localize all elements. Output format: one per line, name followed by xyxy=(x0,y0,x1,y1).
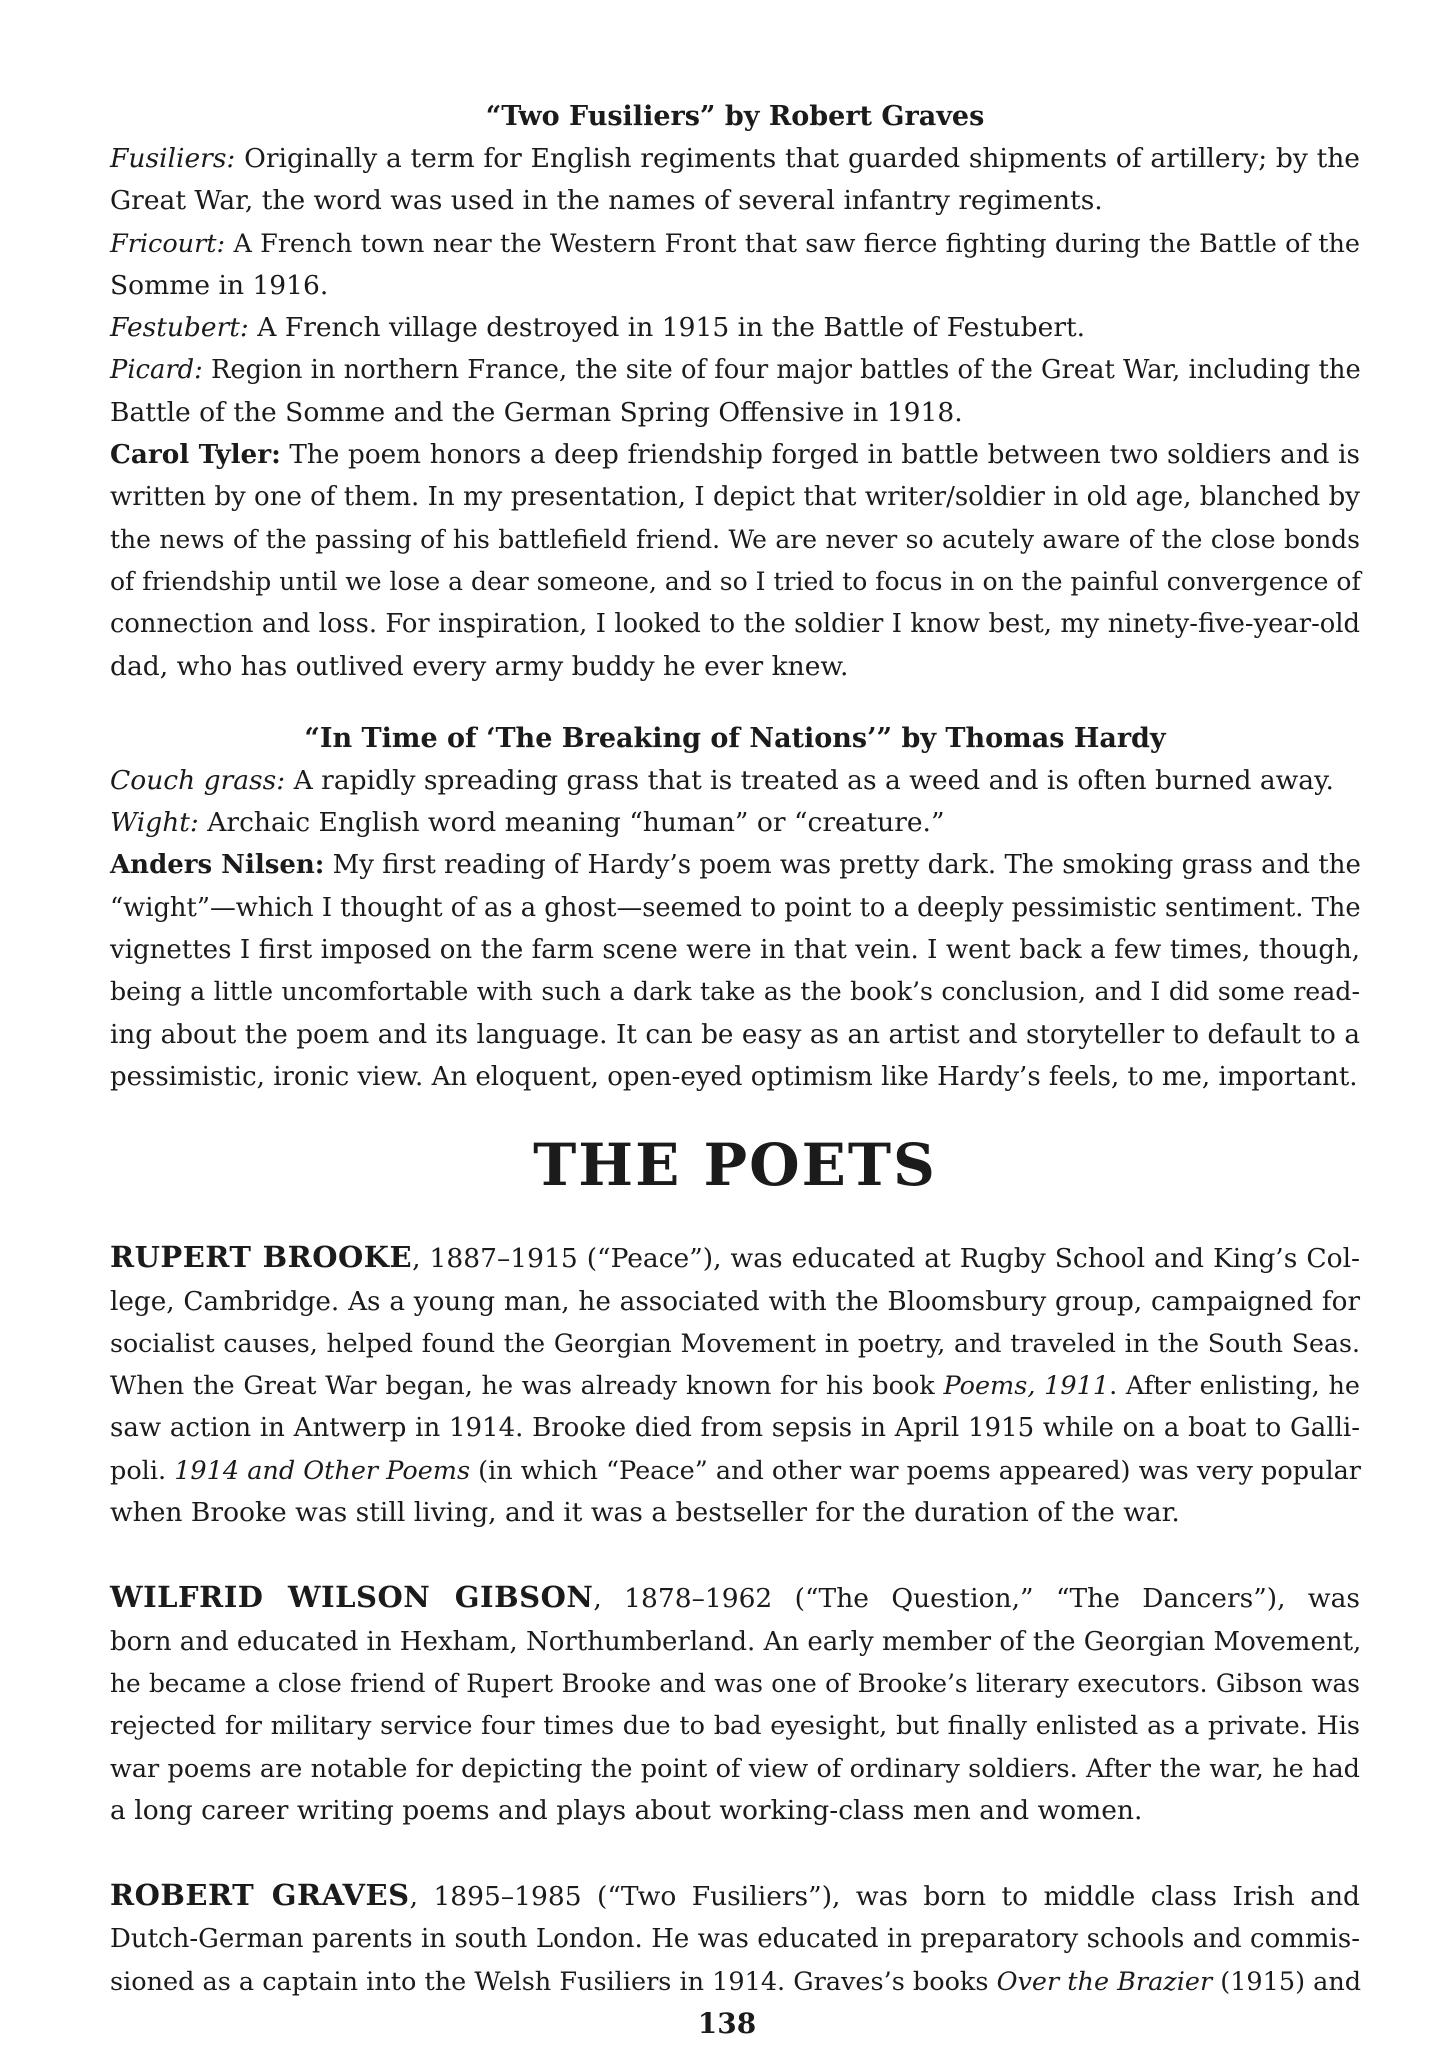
text-line: Battle of the Somme and the German Spring Offensive in 1918. xyxy=(110,396,963,428)
text-line: Great War, the word was used in the names of several infantry regiments. xyxy=(110,185,1103,217)
text-line: ing about the poem and its language. It can be easy as an artist and storyteller to default to a xyxy=(110,1019,1360,1050)
spacer xyxy=(110,688,1360,718)
text-line: pessimistic, ironic view. An eloquent, open-eyed optimism like Hardy’s feels, to me, important. xyxy=(110,1061,1358,1092)
text-line xyxy=(110,1961,1360,2003)
artist-note-carol-tyler xyxy=(110,434,1360,476)
note-festubert-line xyxy=(110,307,1360,349)
bio-brooke-first-line xyxy=(110,1236,1360,1280)
book-title: 1914 and Other Poems xyxy=(174,1455,471,1486)
poet-name-gibson: WILFRID WILSON GIBSON xyxy=(110,1580,594,1615)
text-line: when Brooke was still living, and it was a bestseller for the duration of the war. xyxy=(110,1497,1180,1529)
definition-text: Originally a term for English regiments that guarded shipments of artillery; by the xyxy=(235,143,1360,174)
text-line: Somme in 1916. xyxy=(110,269,329,301)
bio-text: , 1878–1962 (“The Question,” “The Dancers”), was xyxy=(593,1583,1360,1615)
text-line: dad, who has outlived every army buddy he ever knew. xyxy=(110,650,849,682)
text-line: Dutch-German parents in south London. He was educated in preparatory schools and commis- xyxy=(110,1924,1360,1955)
poet-name-graves: ROBERT GRAVES xyxy=(110,1878,410,1913)
bio-text: When the Great War began, he was already known for his book xyxy=(110,1371,944,1402)
note-fusiliers-line xyxy=(110,138,1360,180)
bio-text: (1915) and xyxy=(1212,1966,1362,1997)
book-title: Poems, 1911 xyxy=(943,1371,1110,1402)
term-festubert: Festubert: xyxy=(110,312,249,344)
text-line: born and educated in Hexham, Northumberland. An early member of the Georgian Movement, xyxy=(110,1626,1362,1657)
bio-text: poli. xyxy=(110,1455,175,1486)
text-line: lege, Cambridge. As a young man, he associated with the Bloomsbury group, campaigned for xyxy=(110,1286,1360,1317)
spacer xyxy=(110,1832,1360,1874)
text-line: connection and loss. For inspiration, I looked to the soldier I know best, my ninety-five-year-old xyxy=(110,609,1360,640)
text-line: the news of the passing of his battlefield friend. We are never so acutely aware of the close bonds xyxy=(110,524,1360,554)
artist-note-text: The poem honors a deep friendship forged in battle between two soldiers and is xyxy=(280,440,1360,471)
definition-text: Archaic English word meaning “human” or “creature.” xyxy=(198,807,945,839)
note-picard-line xyxy=(110,349,1360,391)
term-couch-grass: Couch grass: xyxy=(110,764,286,796)
definition-text: A French town near the Western Front that saw fierce fighting during the Battle of the xyxy=(225,228,1360,259)
page-number: 138 xyxy=(697,2007,757,2040)
text-line: socialist causes, helped found the Georgian Movement in poetry, and traveled in the South Seas. xyxy=(110,1328,1360,1358)
text-line: “wight”—which I thought of as a ghost—seemed to point to a deeply pessimistic sentiment. The xyxy=(110,892,1361,923)
bio-text: , 1887–1915 (“Peace”), was educated at Rugby School and King’s Col- xyxy=(412,1243,1360,1275)
poem-heading-breaking-of-nations: “In Time of ‘The Breaking of Nations’” by Thomas Hardy xyxy=(304,722,1166,754)
section-title-the-poets: THE POETS xyxy=(533,1131,937,1200)
note-couch-grass-line xyxy=(110,760,1360,802)
definition-text: A rapidly spreading grass that is treated as a weed and is often burned away. xyxy=(285,764,1334,796)
poet-name-brooke: RUPERT BROOKE xyxy=(110,1240,413,1275)
artist-note-text: My first reading of Hardy’s poem was pretty dark. The smoking grass and the xyxy=(324,850,1361,881)
definition-text: A French village destroyed in 1915 in the Battle of Festubert. xyxy=(248,312,1086,344)
spacer xyxy=(110,1534,1360,1576)
note-fricourt-line xyxy=(110,223,1360,265)
text-line: he became a close friend of Rupert Brooke and was one of Brooke’s literary executors. Gibson was xyxy=(110,1668,1360,1698)
document-page xyxy=(110,96,1360,2003)
text-line xyxy=(110,1450,1360,1492)
term-fricourt: Fricourt: xyxy=(110,228,226,259)
book-title: Over the Brazier xyxy=(996,1966,1213,1997)
artist-name-carol-tyler: Carol Tyler: xyxy=(110,439,281,471)
term-wight: Wight: xyxy=(110,807,199,839)
bio-graves-first-line xyxy=(110,1874,1360,1918)
poem-heading-two-fusiliers: “Two Fusiliers” by Robert Graves xyxy=(485,101,985,132)
term-picard: Picard: xyxy=(110,355,203,386)
text-line xyxy=(110,1365,1360,1407)
note-wight-line xyxy=(110,802,1360,844)
bio-text: sioned as a captain into the Welsh Fusiliers in 1914. Graves’s books xyxy=(110,1966,997,1997)
bio-text: . After enlisting, he xyxy=(1109,1371,1360,1402)
term-fusiliers: Fusiliers: xyxy=(110,143,236,174)
text-line: of friendship until we lose a dear someone, and so I tried to focus in on the painful convergence of xyxy=(110,566,1361,596)
bio-text: , 1895–1985 (“Two Fusiliers”), was born to middle class Irish and xyxy=(409,1881,1360,1913)
text-line: a long career writing poems and plays about working-class men and women. xyxy=(110,1794,1143,1826)
artist-note-anders-nilsen xyxy=(110,844,1360,886)
definition-text: Region in northern France, the site of four major battles of the Great War, including the xyxy=(202,355,1361,386)
text-line: written by one of them. In my presentation, I depict that writer/soldier in old age, blanched by xyxy=(110,482,1360,513)
artist-name-anders-nilsen: Anders Nilsen: xyxy=(110,850,325,881)
text-line: saw action in Antwerp in 1914. Brooke died from sepsis in April 1915 while on a boat to Galli- xyxy=(110,1413,1360,1444)
text-line: rejected for military service four times due to bad eyesight, but finally enlisted as a private. His xyxy=(110,1711,1360,1742)
text-line: vignettes I first imposed on the farm scene were in that vein. I went back a few times, though, xyxy=(110,935,1360,966)
bio-gibson-first-line xyxy=(110,1576,1360,1620)
text-line: war poems are notable for depicting the point of view of ordinary soldiers. After the war, he had xyxy=(110,1753,1360,1784)
text-line: being a little uncomfortable with such a dark take as the book’s conclusion, and I did some read- xyxy=(110,977,1360,1007)
bio-text: (in which “Peace” and other war poems appeared) was very popular xyxy=(470,1455,1361,1486)
